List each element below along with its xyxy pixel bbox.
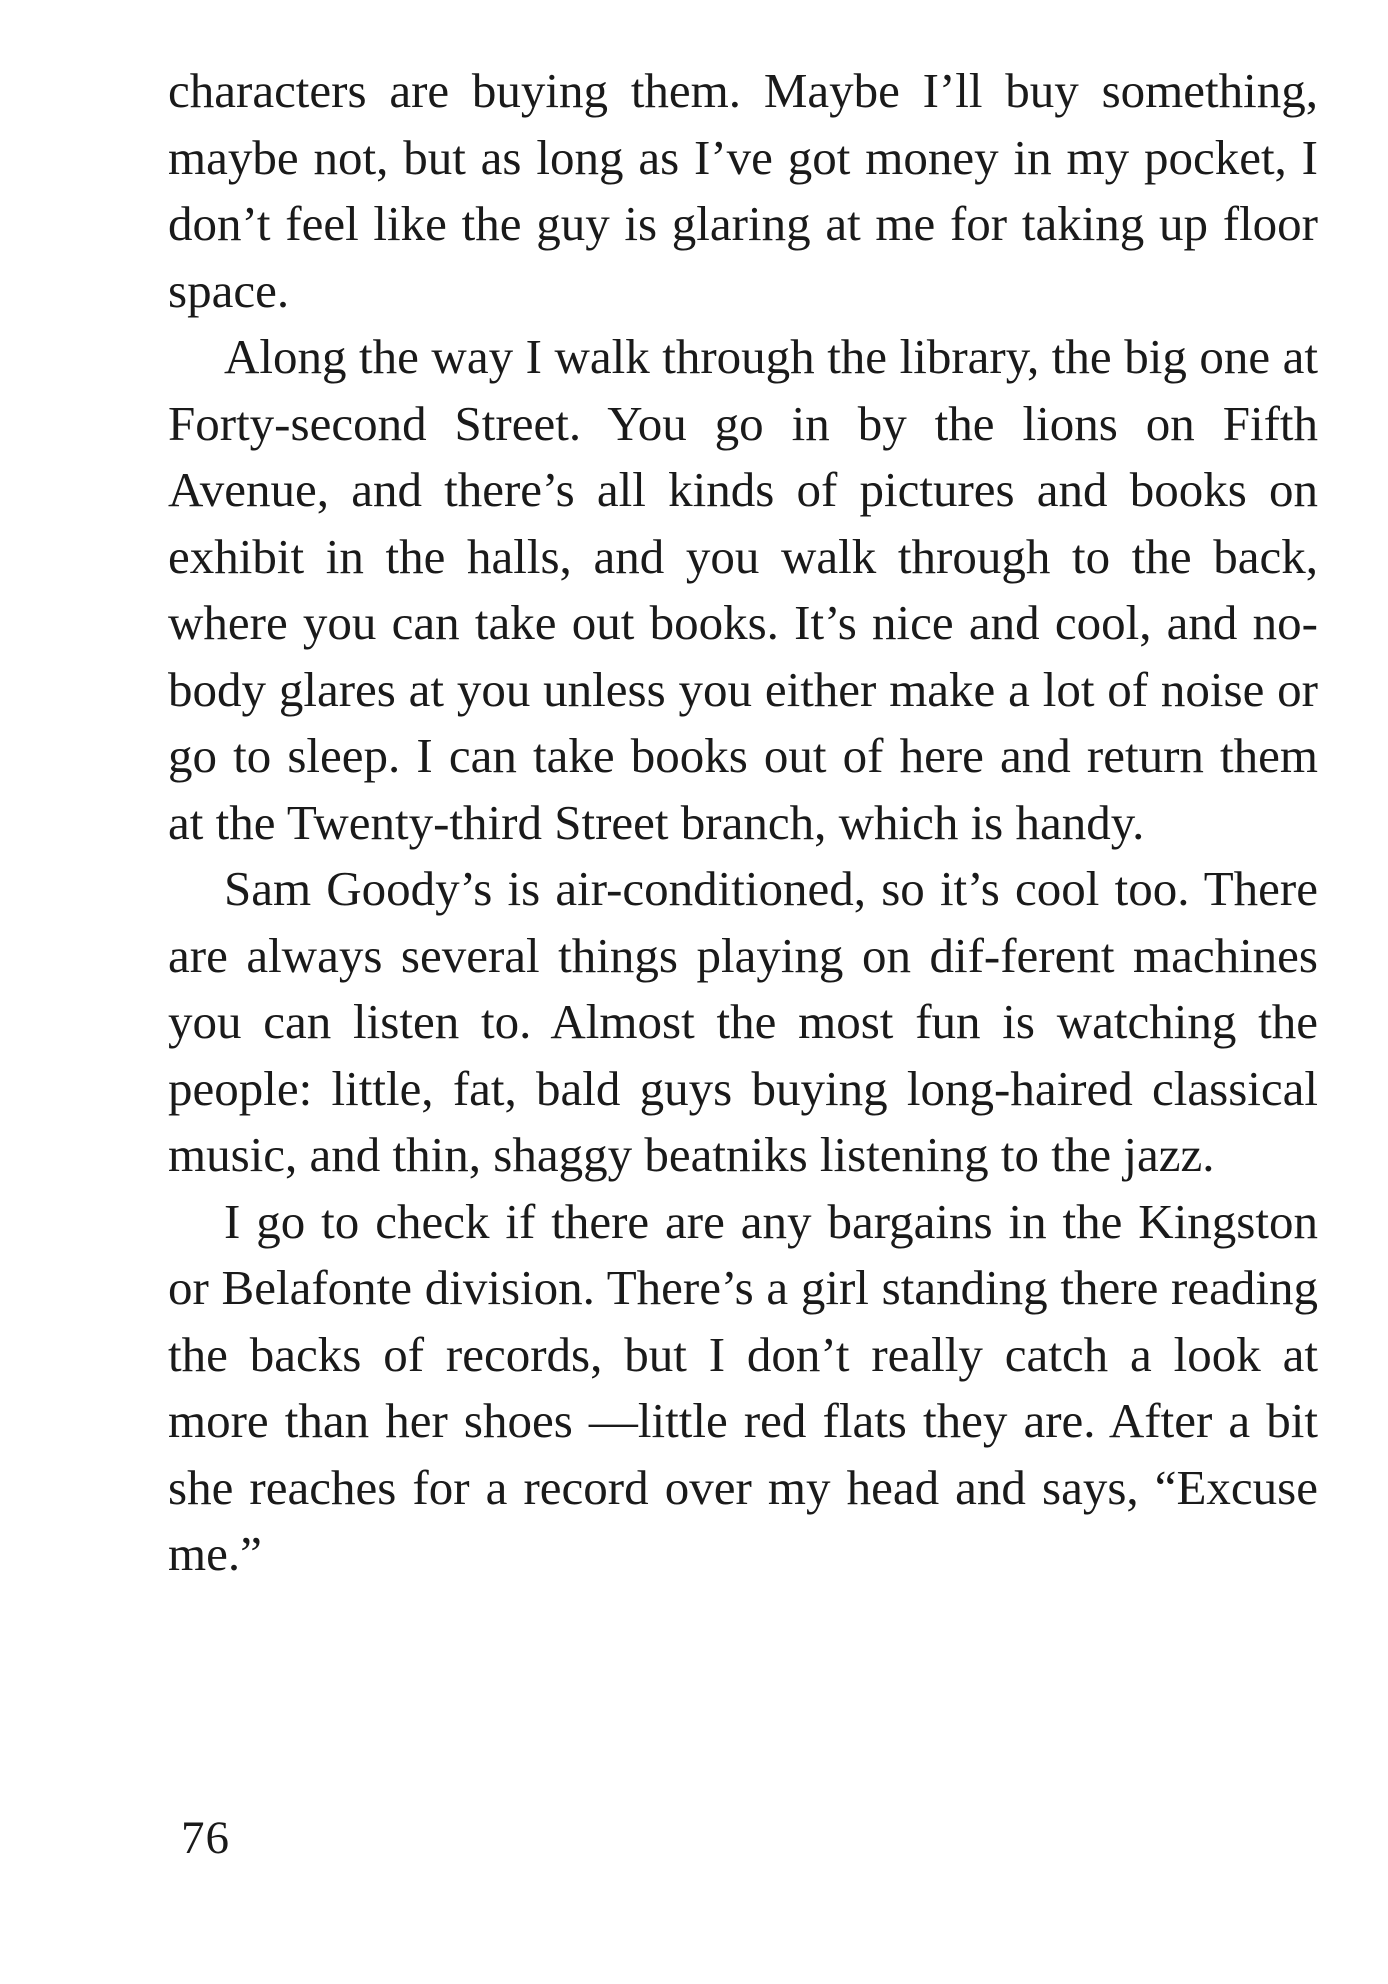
- paragraph-bargains: I go to check if there are any bargains in the Kingston or Belafonte division. There’s a girl standing there reading the backs of records, but I don’t really catch a look at more than her shoes —little red flats they are. After a bit she reaches for a record over my head and says, “Excuse me.”: [168, 1193, 1318, 1581]
- paragraph-continued: characters are buying them. Maybe I’ll buy something, maybe not, but as long as I’ve got money in my pocket, I don’t feel like the guy is glaring at me for taking up floor space.: [168, 63, 1318, 318]
- paragraph-library: Along the way I walk through the library, the big one at Forty-second Street. You go in by the lions on Fifth Avenue, and there’s all kinds of pictures and books on exhibit in the halls, and you walk through to the back, where you can take out books. It’s nice and cool, and no-body glares at you unless you either make a lot of noise or go to sleep. I can take books out of here and return them at the Twenty-third Street branch, which is handy.: [168, 329, 1318, 850]
- body-text: [168, 58, 1318, 1588]
- page-number: 76: [181, 1812, 230, 1864]
- paragraph-sam-goodys: Sam Goody’s is air-conditioned, so it’s cool too. There are always several things playing on dif-ferent machines you can listen to. Almost the most fun is watching the people: little, fat, bald guys buying long-haired classical music, and thin, shaggy beatniks listening to the jazz.: [168, 861, 1318, 1182]
